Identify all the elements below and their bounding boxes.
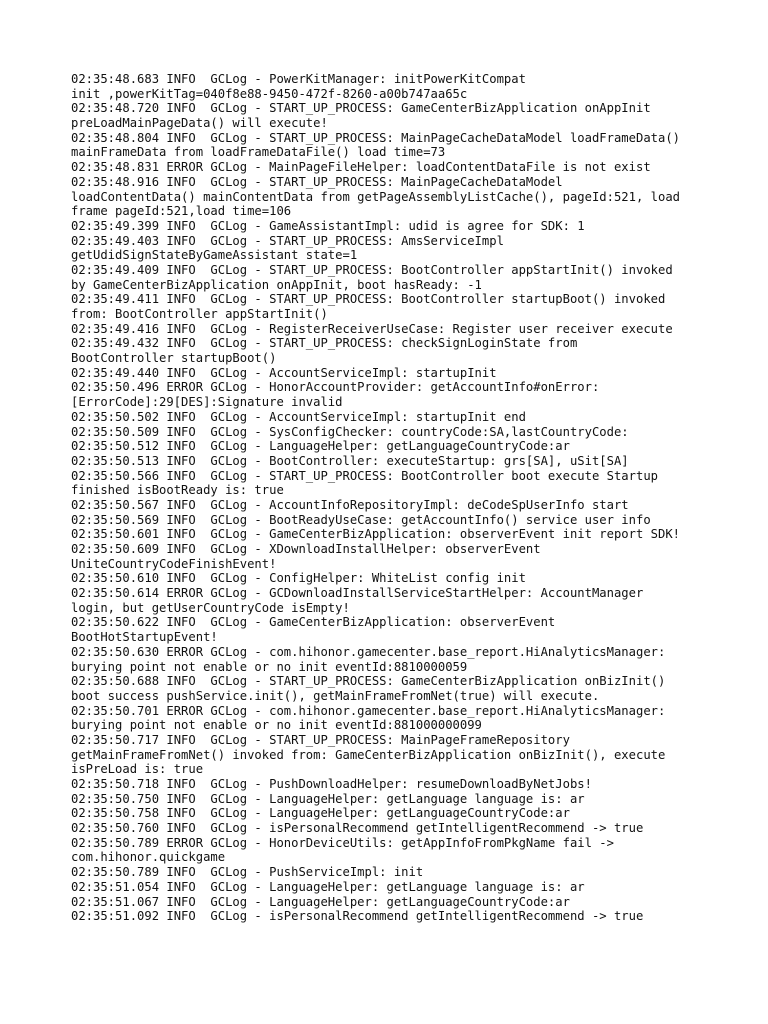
log-line: 02:35:50.630 ERROR GCLog - com.hihonor.gamecenter.base_report.HiAnalyticsManager:: [71, 644, 666, 659]
log-line: 02:35:50.760 INFO GCLog - isPersonalRecommend getIntelligentRecommend -> true: [71, 821, 644, 836]
log-line: BootController startupBoot(): [71, 351, 277, 366]
log-line: 02:35:49.432 INFO GCLog - START_UP_PROCESS: checkSignLoginState from: [71, 336, 578, 351]
log-line: burying point not enable or no init eventId:881000000099: [71, 718, 482, 733]
log-line: 02:35:50.688 INFO GCLog - START_UP_PROCESS: GameCenterBizApplication onBizInit(): [71, 674, 666, 689]
log-line: 02:35:51.054 INFO GCLog - LanguageHelper: getLanguage language is: ar: [71, 879, 585, 894]
log-line: 02:35:48.720 INFO GCLog - START_UP_PROCESS: GameCenterBizApplication onAppInit: [71, 101, 651, 116]
log-line: 02:35:50.566 INFO GCLog - START_UP_PROCESS: BootController boot execute Startup: [71, 468, 658, 483]
log-line: 02:35:50.701 ERROR GCLog - com.hihonor.gamecenter.base_report.HiAnalyticsManager:: [71, 703, 666, 718]
log-line: 02:35:50.614 ERROR GCLog - GCDownloadInstallServiceStartHelper: AccountManager: [71, 586, 644, 601]
log-line: 02:35:50.610 INFO GCLog - ConfigHelper: WhiteList config init: [71, 571, 526, 586]
log-line: finished isBootReady is: true: [71, 483, 284, 498]
log-line: 02:35:50.509 INFO GCLog - SysConfigChecker: countryCode:SA,lastCountryCode:: [71, 424, 629, 439]
log-line: getMainFrameFromNet() invoked from: GameCenterBizApplication onBizInit(), execute: [71, 747, 666, 762]
log-line: 02:35:49.403 INFO GCLog - START_UP_PROCESS: AmsServiceImpl: [71, 233, 504, 248]
log-line: 02:35:50.609 INFO GCLog - XDownloadInstallHelper: observerEvent: [71, 542, 541, 556]
log-line: 02:35:48.683 INFO GCLog - PowerKitManager: initPowerKitCompat: [71, 72, 526, 86]
log-line: getUdidSignStateByGameAssistant state=1: [71, 248, 358, 263]
log-line: 02:35:49.411 INFO GCLog - START_UP_PROCESS: BootController startupBoot() invoked: [71, 292, 666, 307]
log-line: UniteCountryCodeFinishEvent!: [71, 556, 277, 571]
log-line: loadContentData() mainContentData from getPageAssemblyListCache(), pageId:521, load: [71, 189, 681, 204]
log-line: login, but getUserCountryCode isEmpty!: [71, 600, 350, 615]
log-line: from: BootController appStartInit(): [71, 307, 328, 321]
log-line: 02:35:50.789 INFO GCLog - PushServiceImpl: init: [71, 865, 424, 880]
log-line: 02:35:50.601 INFO GCLog - GameCenterBizApplication: observerEvent init report SDK!: [71, 527, 681, 542]
log-line: [ErrorCode]:29[DES]:Signature invalid: [71, 395, 343, 410]
log-line: 02:35:49.416 INFO GCLog - RegisterReceiverUseCase: Register user receiver execute: [71, 321, 673, 336]
log-line: 02:35:51.092 INFO GCLog - isPersonalRecommend getIntelligentRecommend -> true: [71, 909, 644, 924]
log-line: init ,powerKitTag=040f8e88-9450-472f-8260-a00b747aa65c: [71, 86, 468, 101]
log-line: 02:35:50.750 INFO GCLog - LanguageHelper: getLanguage language is: ar: [71, 791, 585, 806]
log-line: burying point not enable or no init eventId:8810000059: [71, 659, 468, 674]
log-line: 02:35:50.513 INFO GCLog - BootController: executeStartup: grs[SA], uSit[SA]: [71, 453, 629, 468]
log-line: 02:35:48.804 INFO GCLog - START_UP_PROCESS: MainPageCacheDataModel loadFrameData(): [71, 130, 681, 145]
log-line: 02:35:48.916 INFO GCLog - START_UP_PROCESS: MainPageCacheDataModel: [71, 174, 563, 189]
log-line: 02:35:50.502 INFO GCLog - AccountServiceImpl: startupInit end: [71, 409, 526, 424]
log-line: 02:35:50.567 INFO GCLog - AccountInfoRepositoryImpl: deCodeSpUserInfo start: [71, 497, 629, 512]
log-line: 02:35:50.569 INFO GCLog - BootReadyUseCase: getAccountInfo() service user info: [71, 512, 651, 527]
log-line: boot success pushService.init(), getMainFrameFromNet(true) will execute.: [71, 688, 600, 703]
log-line: BootHotStartupEvent!: [71, 630, 218, 645]
log-line: 02:35:50.717 INFO GCLog - START_UP_PROCESS: MainPageFrameRepository: [71, 732, 570, 747]
log-line: 02:35:50.622 INFO GCLog - GameCenterBizApplication: observerEvent: [71, 615, 556, 630]
log-line: 02:35:49.399 INFO GCLog - GameAssistantImpl: udid is agree for SDK: 1: [71, 218, 585, 233]
log-line: 02:35:50.512 INFO GCLog - LanguageHelper: getLanguageCountryCode:ar: [71, 439, 570, 454]
log-line: preLoadMainPageData() will execute!: [71, 116, 328, 131]
log-line: 02:35:51.067 INFO GCLog - LanguageHelper: getLanguageCountryCode:ar: [71, 894, 570, 909]
log-line: by GameCenterBizApplication onAppInit, boot hasReady: -1: [71, 277, 482, 292]
log-line: 02:35:50.758 INFO GCLog - LanguageHelper: getLanguageCountryCode:ar: [71, 806, 570, 821]
log-line: 02:35:49.409 INFO GCLog - START_UP_PROCESS: BootController appStartInit() invoked: [71, 262, 673, 277]
log-line: 02:35:50.718 INFO GCLog - PushDownloadHelper: resumeDownloadByNetJobs!: [71, 777, 592, 791]
log-line: isPreLoad is: true: [71, 762, 204, 777]
log-line: com.hihonor.quickgame: [71, 850, 226, 865]
log-line: 02:35:48.831 ERROR GCLog - MainPageFileHelper: loadContentDataFile is not exist: [71, 160, 651, 175]
log-line: frame pageId:521,load time=106: [71, 204, 292, 219]
log-document: [71, 72, 711, 924]
log-line: 02:35:50.496 ERROR GCLog - HonorAccountProvider: getAccountInfo#onError:: [71, 380, 600, 395]
log-line: 02:35:49.440 INFO GCLog - AccountServiceImpl: startupInit: [71, 365, 497, 380]
log-line: mainFrameData from loadFrameDataFile() load time=73: [71, 145, 446, 160]
log-line: 02:35:50.789 ERROR GCLog - HonorDeviceUtils: getAppInfoFromPkgName fail ->: [71, 835, 614, 850]
